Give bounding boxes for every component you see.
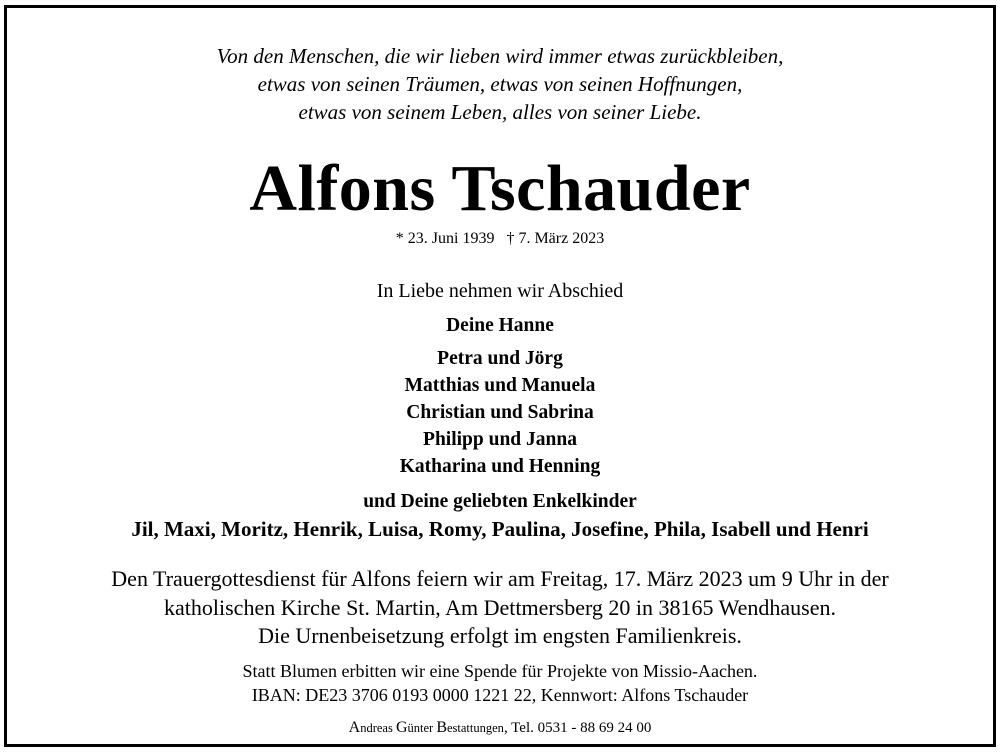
family-couple: Petra und Jörg bbox=[437, 348, 563, 369]
service-line-2: katholischen Kirche St. Martin, Am Dettmersberg 20 in 38165 Wendhausen. bbox=[164, 595, 836, 620]
farewell-intro: In Liebe nehmen wir Abschied bbox=[376, 280, 624, 302]
service-line-1: Den Trauergottesdienst für Alfons feiern wir am Freitag, 17. März 2023 um 9 Uhr in der bbox=[111, 566, 889, 591]
quote-line-1: Von den Menschen, die wir lieben wird immer etwas zurückbleiben, bbox=[216, 44, 784, 68]
undertaker-name: Andreas Günter Bestattungen bbox=[348, 719, 504, 736]
birth-date: * 23. Juni 1939 bbox=[395, 230, 495, 247]
family-couple: Christian und Sabrina bbox=[406, 402, 594, 423]
family-couple: Katharina und Henning bbox=[399, 456, 601, 477]
grandchildren-names: Jil, Maxi, Moritz, Henrik, Luisa, Romy, Paulina, Josefine, Phila, Isabell und Henri bbox=[131, 517, 869, 541]
grandchildren-heading: und Deine geliebten Enkelkinder bbox=[363, 491, 637, 512]
service-line-3: Die Urnenbeisetzung erfolgt im engsten Familienkreis. bbox=[258, 623, 742, 648]
family-couple: Philipp und Janna bbox=[423, 429, 577, 450]
death-date: † 7. März 2023 bbox=[506, 230, 605, 247]
quote-line-3: etwas von seinem Leben, alles von seiner Liebe. bbox=[298, 100, 702, 124]
life-dates bbox=[0, 231, 1000, 247]
deceased-name: Alfons Tschauder bbox=[249, 152, 751, 225]
donation-iban: IBAN: DE23 3706 0193 0000 1221 22, Kennwort: Alfons Tschauder bbox=[251, 685, 749, 705]
quote-line-2: etwas von seinen Träumen, etwas von seinen Hoffnungen, bbox=[257, 72, 743, 96]
spouse-name: Deine Hanne bbox=[446, 315, 554, 336]
undertaker-phone: , Tel. 0531 - 88 69 24 00 bbox=[503, 720, 652, 736]
family-couple: Matthias und Manuela bbox=[404, 375, 596, 396]
undertaker-footer bbox=[0, 720, 1000, 736]
donation-line-1: Statt Blumen erbitten wir eine Spende für Projekte von Missio-Aachen. bbox=[242, 661, 758, 681]
